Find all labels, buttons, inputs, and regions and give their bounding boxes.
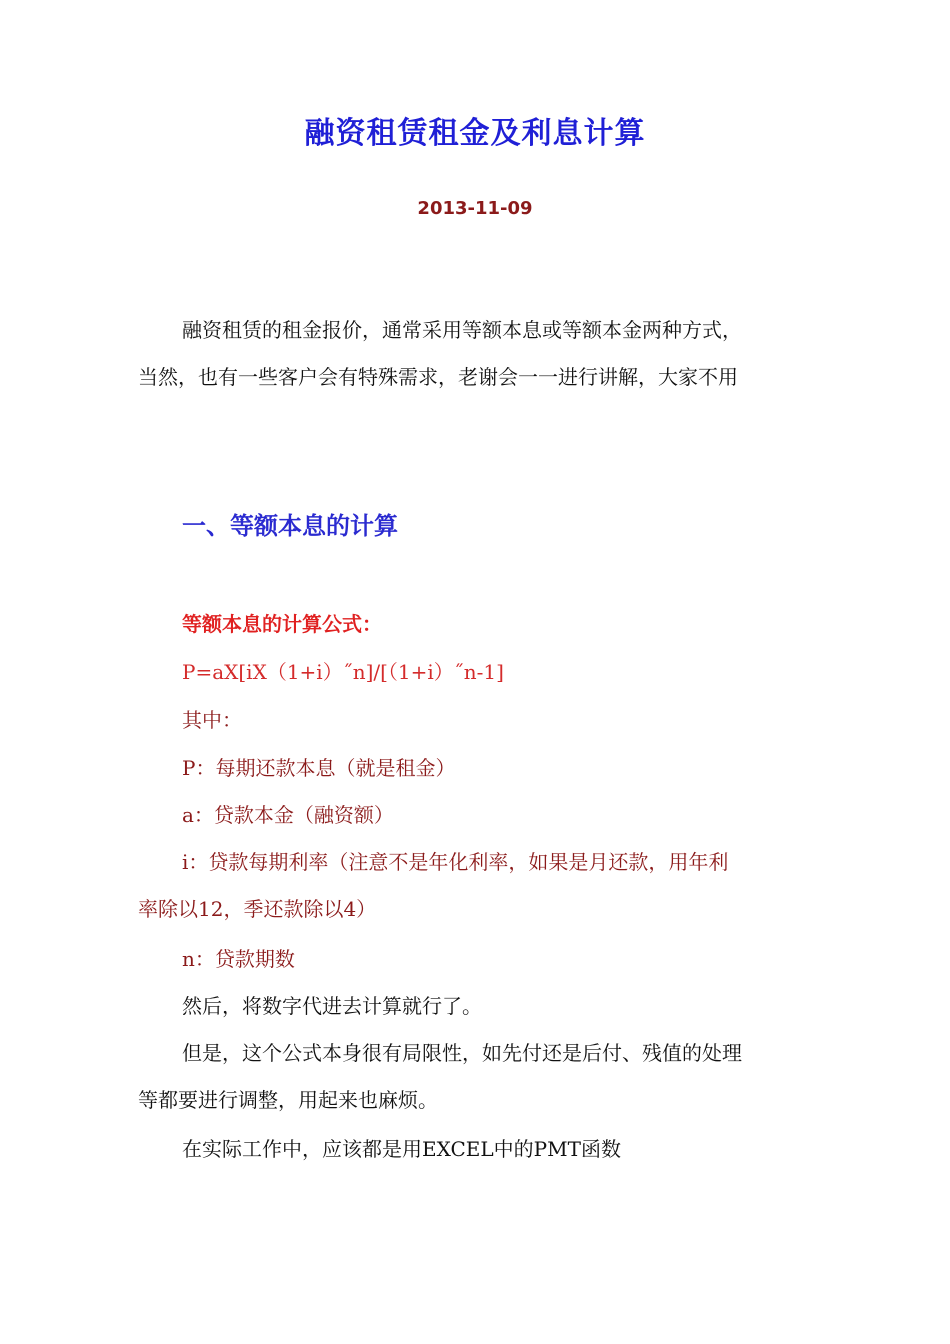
- definition-i-line-1: i：贷款每期利率（注意不是年化利率，如果是月还款，用年利: [182, 850, 729, 874]
- limitation-paragraph: [138, 1030, 813, 1124]
- intro-line-2: 当然，也有一些客户会有特殊需求，老谢会一一进行讲解，大家不用: [138, 365, 738, 389]
- then-sentence: 然后，将数字代进去计算就行了。: [182, 994, 482, 1018]
- intro-line-1: 融资租赁的租金报价，通常采用等额本息或等额本金两种方式，: [182, 318, 742, 342]
- intro-paragraph: [138, 307, 813, 401]
- definition-i: [138, 839, 813, 933]
- practice-sentence: 在实际工作中，应该都是用EXCEL中的PMT函数: [182, 1137, 621, 1161]
- definition-p: P：每期还款本息（就是租金）: [182, 756, 456, 780]
- definition-a: a：贷款本金（融资额）: [182, 803, 394, 827]
- limitation-line-2: 等都要进行调整，用起来也麻烦。: [138, 1088, 438, 1112]
- section-heading: 一、等额本息的计算: [182, 511, 398, 540]
- definition-i-line-2: 率除以12，季还款除以4）: [138, 897, 377, 921]
- formula: P=aX[iX（1+i）˝n]/[（1+i）˝n-1]: [182, 660, 504, 684]
- document-date: 2013-11-09: [417, 198, 533, 219]
- formula-label: 等额本息的计算公式：: [182, 612, 382, 636]
- document-title: 融资租赁租金及利息计算: [304, 116, 646, 151]
- limitation-line-1: 但是，这个公式本身很有局限性，如先付还是后付、残值的处理: [182, 1041, 742, 1065]
- where-label: 其中：: [182, 708, 242, 732]
- definition-n: n：贷款期数: [182, 947, 295, 971]
